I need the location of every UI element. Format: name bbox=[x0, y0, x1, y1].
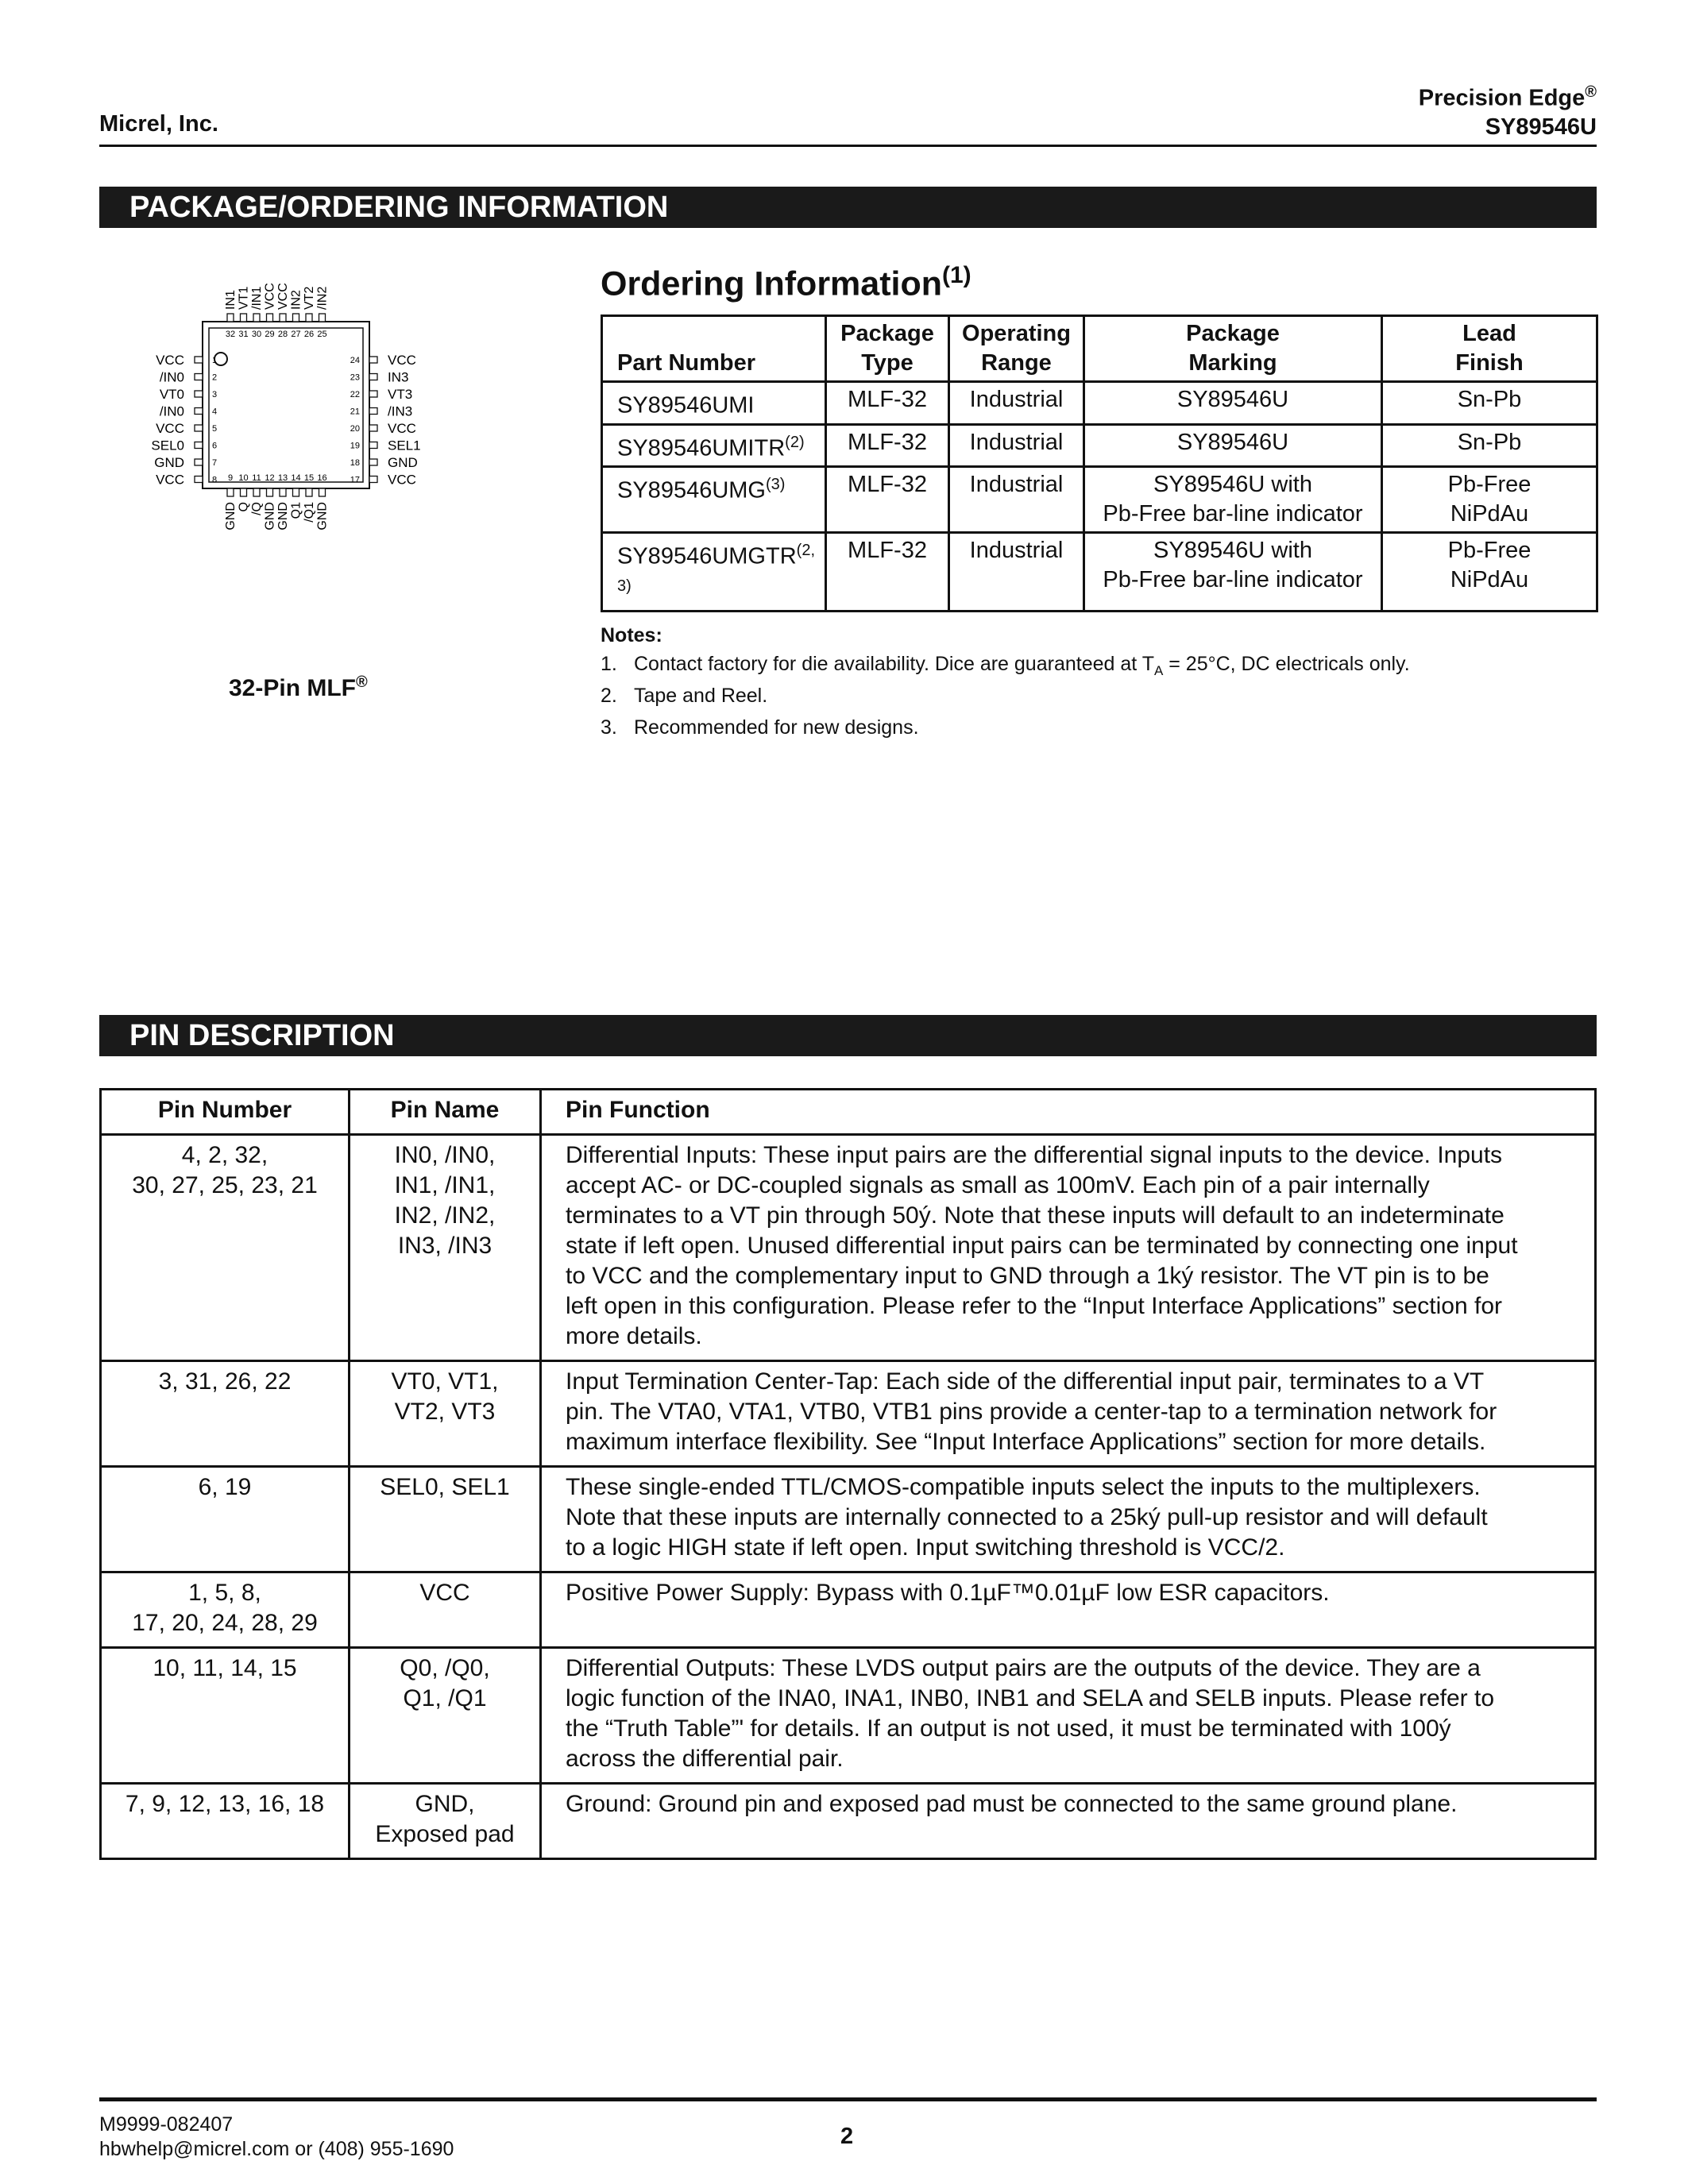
marking-cell bbox=[1084, 382, 1382, 425]
col-package-type-2: Type bbox=[861, 350, 914, 376]
pin-label-top: VCC bbox=[263, 283, 277, 310]
pin-label-left: SEL0 bbox=[151, 438, 184, 453]
pin-label-left: /IN0 bbox=[159, 403, 184, 419]
pin-label-bottom: GND bbox=[276, 502, 290, 531]
pin-function-line: across the differential pair. bbox=[566, 1746, 844, 1772]
col-package-marking-2: Marking bbox=[1188, 350, 1277, 376]
package-diagram bbox=[127, 254, 532, 651]
pin-label-bottom: GND bbox=[263, 502, 277, 531]
pin-number-bottom: 10 bbox=[238, 473, 249, 483]
col-operating-range bbox=[949, 316, 1084, 382]
pin-pad-bottom bbox=[253, 488, 260, 496]
pin-row bbox=[101, 1467, 1596, 1572]
pin-function-line: Note that these inputs are internally connected to a 25ký pull-up resistor and will default bbox=[566, 1504, 1488, 1530]
pin-row bbox=[101, 1135, 1596, 1361]
finish-cell bbox=[1382, 382, 1597, 425]
pin-pad-top bbox=[280, 314, 286, 322]
pin-pad-left bbox=[195, 357, 203, 363]
pin-number-right: 24 bbox=[350, 356, 360, 365]
col-package-marking bbox=[1084, 316, 1382, 382]
pin-pad-right bbox=[369, 459, 377, 465]
pin-number-cell bbox=[101, 1135, 350, 1361]
type-cell: MLF-32 bbox=[826, 533, 949, 611]
pin-pad-bottom bbox=[280, 488, 286, 496]
pin-number-cell bbox=[101, 1361, 350, 1467]
pin-label-top: /IN2 bbox=[315, 286, 330, 310]
note-number: 2. bbox=[601, 685, 617, 707]
pin-name-cell bbox=[350, 1467, 541, 1572]
pin-number-right: 18 bbox=[350, 458, 360, 468]
pin-number-bottom: 13 bbox=[277, 473, 288, 483]
pin-function-cell bbox=[541, 1784, 1596, 1859]
part-cell bbox=[602, 382, 826, 425]
finish-cell bbox=[1382, 533, 1597, 611]
finish-line-2: NiPdAu bbox=[1450, 567, 1529, 593]
pin-function-cell bbox=[541, 1467, 1596, 1572]
part-number-header: SY89546U bbox=[1485, 114, 1597, 140]
pin-function-line: logic function of the INA0, INA1, INB0, INB1 and SELA and SELB inputs. Please refer to bbox=[566, 1685, 1495, 1711]
pin-row bbox=[101, 1784, 1596, 1859]
chip-outline bbox=[203, 322, 369, 488]
pin-function-line: Differential Inputs: These input pairs are the differential signal inputs to the device. Inputs bbox=[566, 1142, 1503, 1168]
pin-pad-right bbox=[369, 391, 377, 397]
pin-row bbox=[101, 1572, 1596, 1648]
product-header bbox=[1419, 78, 1597, 141]
chip-die bbox=[209, 328, 363, 482]
pin-name-line: IN2, /IN2, bbox=[394, 1202, 496, 1229]
pin-pad-right bbox=[369, 357, 377, 363]
pin-name-cell bbox=[350, 1572, 541, 1648]
header-rule bbox=[99, 145, 1597, 147]
pin-pad-top bbox=[306, 314, 312, 322]
pin-number-top: 27 bbox=[291, 330, 301, 339]
pin-number-line: 10, 11, 14, 15 bbox=[153, 1655, 297, 1681]
pin-label-left: /IN0 bbox=[159, 369, 184, 385]
ordering-title bbox=[601, 262, 971, 303]
section-package-ordering: PACKAGE/ORDERING INFORMATION bbox=[99, 187, 1597, 228]
pin-name-line: Exposed pad bbox=[375, 1821, 515, 1847]
pin-description-table bbox=[99, 1088, 1597, 1860]
pin-number-top: 30 bbox=[251, 330, 262, 339]
finish-line-1: Pb-Free bbox=[1447, 472, 1532, 498]
pin-label-left: VCC bbox=[156, 353, 184, 368]
pin-name-cell bbox=[350, 1648, 541, 1784]
pin-label-top: VT1 bbox=[237, 286, 251, 310]
pin-label-bottom: GND bbox=[315, 502, 330, 531]
pin-number-right: 19 bbox=[350, 441, 360, 451]
note-subscript: A bbox=[1153, 663, 1164, 678]
pin-name-line: Q1, /Q1 bbox=[403, 1685, 487, 1711]
pin-label-right: GND bbox=[388, 455, 418, 470]
footer-document-info bbox=[99, 2113, 454, 2162]
col-operating-range-2: Range bbox=[981, 350, 1052, 376]
pin-pad-bottom bbox=[227, 488, 234, 496]
pin-pad-left bbox=[195, 374, 203, 380]
pin-header-row bbox=[101, 1090, 1596, 1135]
pin-pad-bottom bbox=[319, 488, 326, 496]
pin-number-cell bbox=[101, 1784, 350, 1859]
pin-number-line: 6, 19 bbox=[198, 1474, 252, 1500]
pin-row bbox=[101, 1361, 1596, 1467]
pin-function-cell bbox=[541, 1135, 1596, 1361]
pin-function-line: to a logic HIGH state if left open. Input switching threshold is VCC/2. bbox=[566, 1534, 1285, 1561]
pin-name-line: VT0, VT1, bbox=[391, 1368, 499, 1395]
notes-title: Notes: bbox=[601, 624, 662, 646]
marking-line-2: Pb-Free bar-line indicator bbox=[1103, 501, 1363, 527]
part-note: (2, 3) bbox=[617, 542, 815, 595]
note-number: 3. bbox=[601, 716, 617, 739]
pin-pad-right bbox=[369, 408, 377, 415]
pin-pad-left bbox=[195, 391, 203, 397]
pin-pad-left bbox=[195, 477, 203, 483]
finish-line-1: Pb-Free bbox=[1447, 538, 1532, 564]
note-item bbox=[601, 653, 1410, 679]
pin-number-right: 22 bbox=[350, 390, 360, 399]
pin-row bbox=[101, 1648, 1596, 1784]
page-number: 2 bbox=[840, 2124, 854, 2149]
col-package-type bbox=[826, 316, 949, 382]
pin-number-right: 21 bbox=[350, 407, 360, 417]
type-cell: MLF-32 bbox=[826, 424, 949, 467]
pin-function-line: maximum interface flexibility. See “Input Interface Applications” section for more details. bbox=[566, 1429, 1486, 1455]
pin-function-line: pin. The VTA0, VTA1, VTB0, VTB1 pins provide a center-tap to a termination network for bbox=[566, 1399, 1497, 1425]
pin-label-right: SEL1 bbox=[388, 438, 421, 453]
pin-number-right: 23 bbox=[350, 372, 360, 383]
section-pin-description: PIN DESCRIPTION bbox=[99, 1015, 1597, 1056]
pin-number-left: 4 bbox=[212, 407, 218, 417]
pin-number-bottom: 16 bbox=[317, 473, 327, 483]
pin-number-top: 28 bbox=[277, 330, 288, 339]
pin-number-left: 3 bbox=[212, 390, 218, 399]
pin-function-line: state if left open. Unused differential input pairs can be terminated by connecting one input bbox=[566, 1233, 1518, 1259]
pin-number-right: 17 bbox=[350, 475, 360, 485]
pin-number-bottom: 9 bbox=[227, 473, 234, 483]
pin-function-line: Positive Power Supply: Bypass with 0.1µF™0.01µF low ESR capacitors. bbox=[566, 1580, 1330, 1606]
pin-function-line: to VCC and the complementary input to GND through a 1ký resistor. The VT pin is to be bbox=[566, 1263, 1489, 1289]
range-cell: Industrial bbox=[949, 382, 1084, 425]
pin-name-line: IN3, /IN3 bbox=[397, 1233, 492, 1259]
pin-function-line: left open in this configuration. Please refer to the “Input Interface Applications” section for bbox=[566, 1293, 1503, 1319]
part-cell bbox=[602, 424, 826, 467]
pin-pad-right bbox=[369, 374, 377, 380]
doc-number: M9999-082407 bbox=[99, 2113, 234, 2136]
pin-function-cell bbox=[541, 1648, 1596, 1784]
note-item bbox=[601, 716, 919, 739]
registered-mark: ® bbox=[1585, 83, 1597, 101]
note-text: Recommended for new designs. bbox=[634, 716, 919, 739]
part-note: (2) bbox=[785, 433, 805, 451]
marking-line-1: SY89546U bbox=[1176, 429, 1289, 455]
part-number: SY89546UMG bbox=[617, 477, 766, 504]
pin-label-top: IN1 bbox=[224, 290, 238, 310]
pin-pad-top bbox=[319, 314, 326, 322]
pin-name-line: SEL0, SEL1 bbox=[380, 1474, 510, 1500]
pin-name-cell bbox=[350, 1784, 541, 1859]
pin-pad-bottom bbox=[293, 488, 299, 496]
pin-number-bottom: 15 bbox=[303, 473, 315, 483]
pin-pad-bottom bbox=[241, 488, 247, 496]
pin-pad-left bbox=[195, 425, 203, 431]
ordering-table bbox=[601, 314, 1598, 612]
pin-number-cell bbox=[101, 1572, 350, 1648]
pin-label-left: VCC bbox=[156, 472, 184, 488]
pin-number-line: 4, 2, 32, bbox=[181, 1142, 268, 1168]
pin-pad-left bbox=[195, 459, 203, 465]
ordering-title-text: Ordering Information bbox=[601, 264, 942, 303]
pin-number-left: 2 bbox=[212, 372, 218, 383]
pin-label-right: VT3 bbox=[388, 387, 413, 402]
range-cell: Industrial bbox=[949, 533, 1084, 611]
pin-name-line: VCC bbox=[419, 1580, 470, 1606]
ordering-row bbox=[602, 382, 1597, 425]
finish-line-2: NiPdAu bbox=[1450, 501, 1529, 527]
pin-pad-top bbox=[241, 314, 247, 322]
pin-function-line: Differential Outputs: These LVDS output pairs are the outputs of the device. They are a bbox=[566, 1655, 1481, 1681]
col-package-type-1: Package bbox=[840, 321, 934, 346]
range-cell: Industrial bbox=[949, 424, 1084, 467]
pin-name-cell bbox=[350, 1135, 541, 1361]
type-cell: MLF-32 bbox=[826, 382, 949, 425]
pin-number-left: 7 bbox=[212, 458, 218, 468]
pin-number-bottom: 12 bbox=[265, 473, 275, 483]
pin-pad-right bbox=[369, 477, 377, 483]
col-part-number: Part Number bbox=[602, 316, 826, 382]
pin-function-line: These single-ended TTL/CMOS-compatible inputs select the inputs to the multiplexers. bbox=[566, 1474, 1481, 1500]
pin-pad-top bbox=[253, 314, 260, 322]
pin-pad-bottom bbox=[306, 488, 312, 496]
pin-function-cell bbox=[541, 1361, 1596, 1467]
col-lead-finish-2: Finish bbox=[1455, 350, 1524, 376]
pin-number-top: 29 bbox=[265, 330, 275, 339]
finish-line-1: Sn-Pb bbox=[1457, 429, 1522, 455]
pin-number-line: 17, 20, 24, 28, 29 bbox=[132, 1610, 318, 1636]
part-number: SY89546UMI bbox=[617, 392, 755, 419]
chip-body bbox=[203, 322, 369, 488]
pin-number-left: 6 bbox=[212, 441, 218, 451]
pin-label-right: IN3 bbox=[388, 369, 409, 385]
note-number: 1. bbox=[601, 653, 617, 675]
pin-number-left: 1 bbox=[212, 356, 218, 365]
pin-name-line: IN1, /IN1, bbox=[394, 1172, 496, 1198]
type-cell: MLF-32 bbox=[826, 467, 949, 533]
marking-line-1: SY89546U with bbox=[1153, 538, 1312, 564]
note-text: Tape and Reel. bbox=[634, 685, 768, 707]
pin-name-cell bbox=[350, 1361, 541, 1467]
pin-label-bottom: /Q1 bbox=[303, 502, 316, 523]
pin-label-bottom: /Q bbox=[250, 502, 264, 515]
marking-line-2: Pb-Free bar-line indicator bbox=[1103, 567, 1363, 593]
pin-function-line: more details. bbox=[566, 1323, 702, 1349]
product-line: Precision Edge bbox=[1418, 85, 1586, 111]
pin-label-right: /IN3 bbox=[388, 403, 413, 419]
pin-number-line: 1, 5, 8, bbox=[188, 1580, 261, 1606]
pin-label-top: /IN1 bbox=[250, 286, 264, 310]
pin-name-line: Q0, /Q0, bbox=[400, 1655, 490, 1681]
pin-number-bottom: 11 bbox=[252, 473, 261, 483]
footer-rule bbox=[99, 2097, 1597, 2101]
pin-label-top: VCC bbox=[276, 283, 290, 310]
pin-label-left: VT0 bbox=[159, 387, 184, 402]
pin-pad-bottom bbox=[267, 488, 273, 496]
pin-pad-top bbox=[267, 314, 273, 322]
marking-cell bbox=[1084, 467, 1382, 533]
pin-number-right: 20 bbox=[350, 424, 360, 434]
pin-number-top: 26 bbox=[303, 330, 315, 339]
pin-name-line: IN0, /IN0, bbox=[394, 1142, 496, 1168]
finish-cell bbox=[1382, 467, 1597, 533]
ordering-row bbox=[602, 533, 1597, 611]
part-number: SY89546UMGTR bbox=[617, 543, 797, 569]
pin-number-left: 8 bbox=[212, 475, 218, 485]
pin-label-right: VCC bbox=[388, 353, 416, 368]
pin-number-top: 32 bbox=[225, 330, 236, 339]
marking-cell bbox=[1084, 533, 1382, 611]
pin-function-line: terminates to a VT pin through 50ý. Note that these inputs will default to an indeterminate bbox=[566, 1202, 1505, 1229]
part-cell bbox=[602, 533, 826, 611]
ordering-row bbox=[602, 467, 1597, 533]
pin-label-top: VT2 bbox=[303, 286, 316, 310]
pin-label-right: VCC bbox=[388, 421, 416, 436]
pin-pad-left bbox=[195, 408, 203, 415]
pin-function-line: Ground: Ground pin and exposed pad must be connected to the same ground plane. bbox=[566, 1791, 1458, 1817]
part-cell bbox=[602, 467, 826, 533]
contact-info: hbwhelp@micrel.com or (408) 955-1690 bbox=[99, 2138, 454, 2160]
marking-cell bbox=[1084, 424, 1382, 467]
pin-function-cell bbox=[541, 1572, 1596, 1648]
note-text-tail: = 25°C, DC electricals only. bbox=[1163, 653, 1410, 675]
note-text: Contact factory for die availability. Dice are guaranteed at T bbox=[634, 653, 1154, 675]
part-note: (3) bbox=[766, 476, 786, 494]
pin-function-line: accept AC- or DC-coupled signals as small as 100mV. Each pin of a pair internally bbox=[566, 1172, 1430, 1198]
pin-label-left: VCC bbox=[156, 421, 184, 436]
pin-label-left: GND bbox=[154, 455, 184, 470]
pin-number-top: 31 bbox=[238, 330, 249, 339]
col-pin-name: Pin Name bbox=[350, 1090, 541, 1135]
col-lead-finish bbox=[1382, 316, 1597, 382]
pin-label-top: IN2 bbox=[289, 290, 303, 310]
pin-label-bottom: Q bbox=[237, 502, 251, 512]
col-pin-function: Pin Function bbox=[541, 1090, 1596, 1135]
finish-cell bbox=[1382, 424, 1597, 467]
pin-pad-right bbox=[369, 442, 377, 449]
company-name: Micrel, Inc. bbox=[99, 111, 218, 137]
chip-pins bbox=[195, 314, 377, 496]
pin-function-line: the “Truth Table”' for details. If an output is not used, it must be terminated with 100ý bbox=[566, 1715, 1451, 1742]
marking-line-1: SY89546U bbox=[1176, 387, 1289, 412]
pin-number-left: 5 bbox=[212, 424, 218, 434]
pin-pad-left bbox=[195, 442, 203, 449]
col-pin-number: Pin Number bbox=[101, 1090, 350, 1135]
note-item bbox=[601, 685, 767, 708]
ordering-title-note: (1) bbox=[942, 262, 971, 288]
marking-line-1: SY89546U with bbox=[1153, 472, 1312, 498]
pin-table-body bbox=[101, 1135, 1596, 1859]
pin-pad-top bbox=[293, 314, 299, 322]
pin-label-right: VCC bbox=[388, 472, 416, 488]
pin-number-line: 7, 9, 12, 13, 16, 18 bbox=[125, 1791, 325, 1817]
pin-label-bottom: GND bbox=[224, 502, 238, 531]
part-number: SY89546UMITR bbox=[617, 435, 786, 461]
pin-name-line: GND, bbox=[415, 1791, 475, 1817]
pin-pad-top bbox=[227, 314, 234, 322]
col-lead-finish-1: Lead bbox=[1462, 321, 1516, 346]
package-caption-text: 32-Pin MLF bbox=[229, 675, 357, 701]
pin-label-bottom: Q1 bbox=[289, 502, 303, 519]
pin-number-line: 30, 27, 25, 23, 21 bbox=[132, 1172, 318, 1198]
pin-pad-right bbox=[369, 425, 377, 431]
pin-number-line: 3, 31, 26, 22 bbox=[158, 1368, 292, 1395]
pin-number-bottom: 14 bbox=[291, 473, 301, 483]
package-caption bbox=[229, 673, 368, 702]
ordering-row bbox=[602, 424, 1597, 467]
col-operating-range-1: Operating bbox=[962, 321, 1071, 346]
pin-number-cell bbox=[101, 1467, 350, 1572]
range-cell: Industrial bbox=[949, 467, 1084, 533]
pin-number-cell bbox=[101, 1648, 350, 1784]
caption-registered-mark: ® bbox=[356, 673, 368, 691]
ordering-header-row bbox=[602, 316, 1597, 382]
finish-line-1: Sn-Pb bbox=[1457, 387, 1522, 412]
pin-name-line: VT2, VT3 bbox=[394, 1399, 496, 1425]
pin-number-top: 25 bbox=[317, 330, 327, 339]
pin-function-line: Input Termination Center-Tap: Each side of the differential input pair, terminates to a VT bbox=[566, 1368, 1485, 1395]
col-package-marking-1: Package bbox=[1186, 321, 1280, 346]
